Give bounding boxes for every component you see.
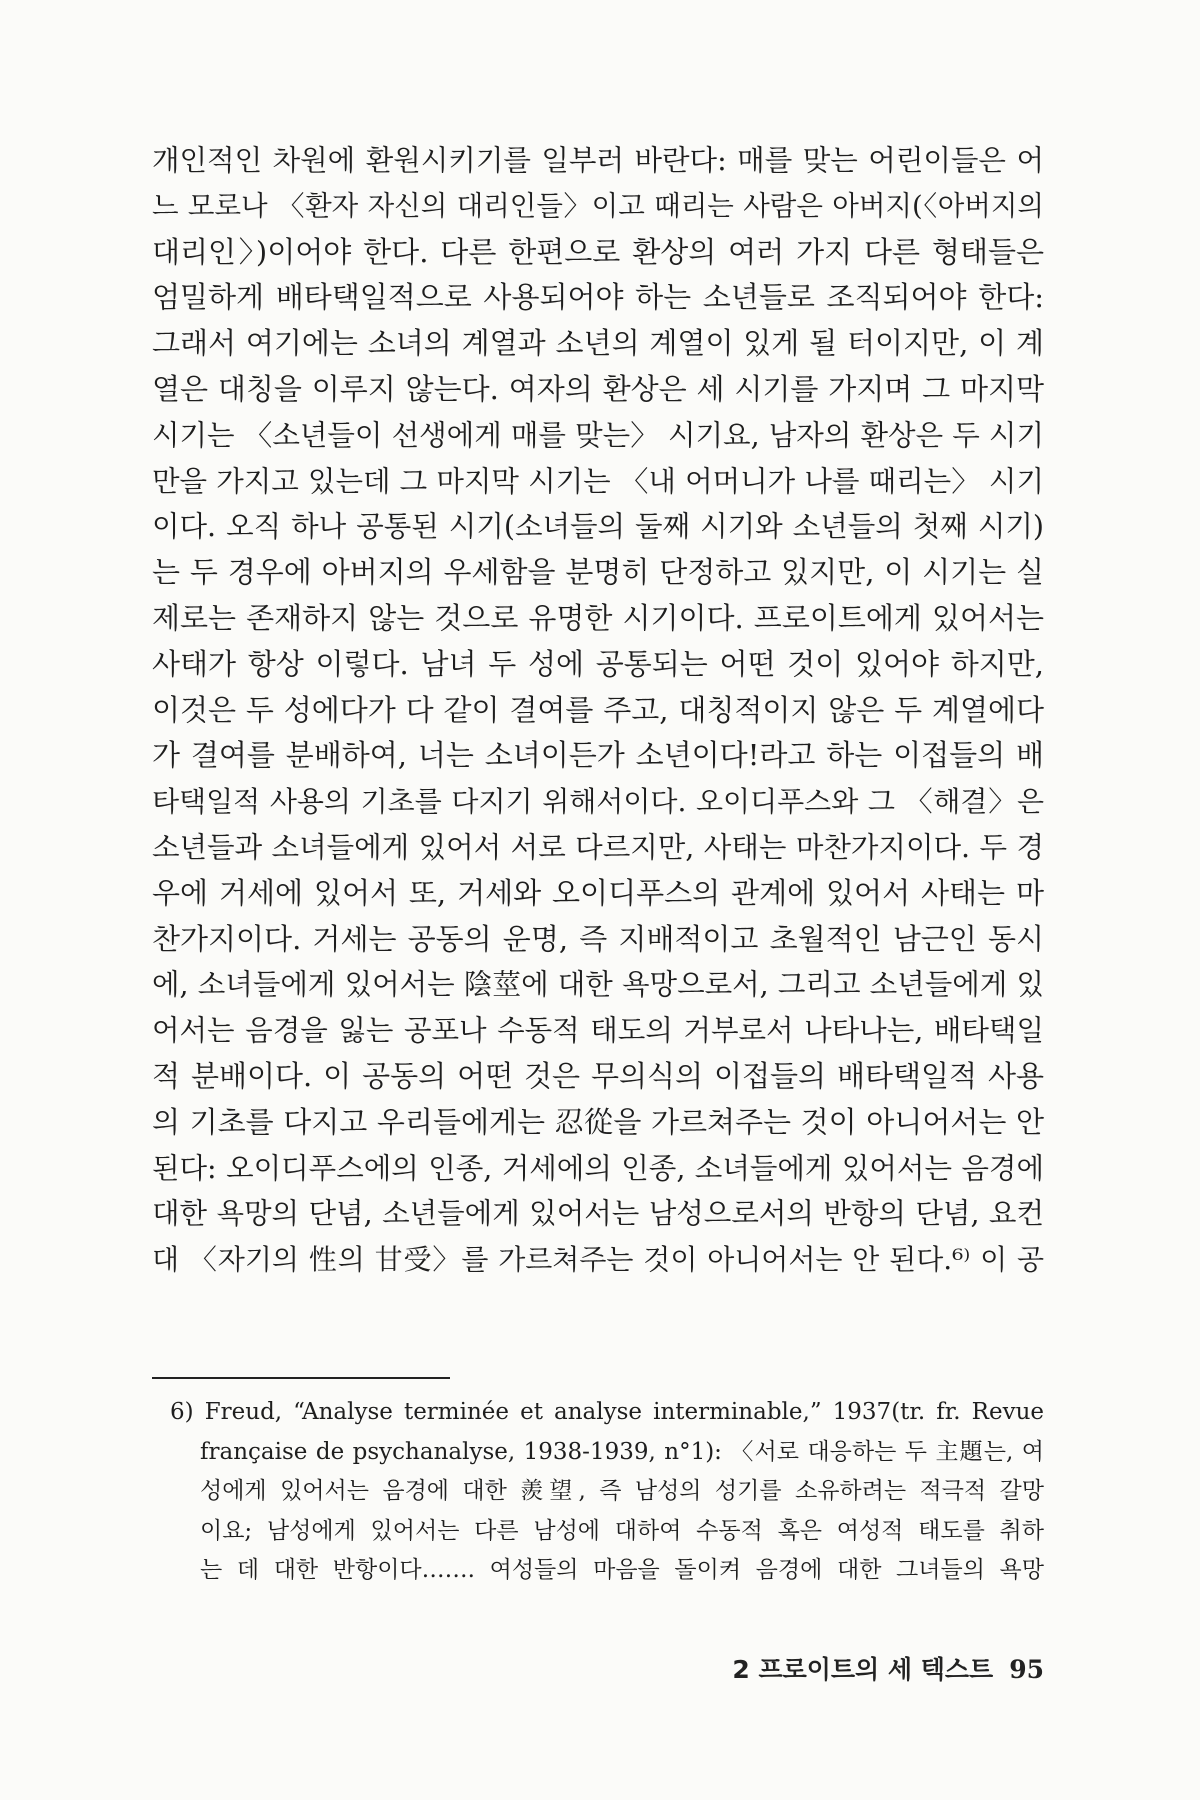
- body-line: 그래서 여기에는 소녀의 계열과 소년의 계열이 있게 될 터이지만, 이 계: [152, 326, 1044, 361]
- body-line: 엄밀하게 배타택일적으로 사용되어야 하는 소년들로 조직되어야 한다:: [152, 280, 1044, 315]
- body-line: 시기는 〈소년들이 선생에게 매를 맞는〉 시기요, 남자의 환상은 두 시기: [152, 418, 1044, 452]
- body-line: 이다. 오직 하나 공통된 시기(소녀들의 둘째 시기와 소년들의 첫째 시기): [152, 510, 1044, 544]
- body-line: 타택일적 사용의 기초를 다지기 위해서이다. 오이디푸스와 그 〈해결〉은: [152, 785, 1044, 819]
- body-line: 개인적인 차원에 환원시키기를 일부러 바란다: 매를 맞는 어린이들은 어: [152, 144, 1044, 177]
- body-line: 열은 대칭을 이루지 않는다. 여자의 환상은 세 시기를 가지며 그 마지막: [152, 371, 1044, 406]
- body-line: 소년들과 소녀들에게 있어서 서로 다르지만, 사태는 마찬가지이다. 두 경: [152, 830, 1044, 864]
- running-footer: [732, 1650, 1044, 1686]
- body-line: 사태가 항상 이렇다. 남녀 두 성에 공통되는 어떤 것이 있어야 하지만,: [152, 646, 1044, 681]
- body-line: 우에 거세에 있어서 또, 거세와 오이디푸스의 관계에 있어서 사태는 마: [152, 875, 1044, 910]
- footnote-line: 이요; 남성에게 있어서는 다른 남성에 대하여 수동적 혹은 여성적 태도를 취하: [200, 1517, 1044, 1544]
- body-line: 찬가지이다. 거세는 공동의 운명, 즉 지배적이고 초월적인 남근인 동시: [152, 921, 1044, 956]
- body-line: 만을 가지고 있는데 그 마지막 시기는 〈내 어머니가 나를 때리는〉 시기: [152, 464, 1044, 498]
- footnote-divider: [152, 1377, 450, 1379]
- body-line: 는 두 경우에 아버지의 우세함을 분명히 단정하고 있지만, 이 시기는 실: [152, 555, 1044, 590]
- body-line: 대한 욕망의 단념, 소년들에게 있어서는 남성으로서의 반항의 단념, 요컨: [152, 1197, 1044, 1231]
- footnote-line: 6) Freud, “Analyse terminée et analyse interminable,” 1937(tr. fr. Revue: [170, 1399, 1044, 1425]
- body-line: 대 〈자기의 性의 甘受〉를 가르쳐주는 것이 아니어서는 안 된다.⁶⁾ 이 공: [152, 1243, 1044, 1277]
- body-line: 적 분배이다. 이 공동의 어떤 것은 무의식의 이접들의 배타택일적 사용: [152, 1058, 1044, 1093]
- footnote-line: 는 데 대한 반항이다……. 여성들의 마음을 돌이켜 음경에 대한 그녀들의 욕망: [200, 1557, 1044, 1583]
- footnote-line: 성에게 있어서는 음경에 대한 羨望, 즉 남성의 성기를 소유하려는 적극적 갈망: [200, 1478, 1044, 1504]
- body-line: 된다: 오이디푸스에의 인종, 거세에의 인종, 소녀들에게 있어서는 음경에: [152, 1151, 1044, 1185]
- running-title: 2 프로이트의 세 텍스트: [732, 1655, 994, 1684]
- body-line: 의 기초를 다지고 우리들에게는 忍從을 가르쳐주는 것이 아니어서는 안: [152, 1104, 1044, 1139]
- body-line: 제로는 존재하지 않는 것으로 유명한 시기이다. 프로이트에게 있어서는: [152, 600, 1044, 635]
- body-line: 가 결여를 분배하여, 너는 소녀이든가 소년이다!라고 하는 이접들의 배: [152, 738, 1044, 773]
- body-line: 이것은 두 성에다가 다 같이 결여를 주고, 대칭적이지 않은 두 계열에다: [152, 692, 1044, 727]
- footnote-line: française de psychanalyse, 1938-1939, n°1): 〈서로 대응하는 두 主題는, 여: [200, 1438, 1044, 1465]
- page-number: 95: [1009, 1655, 1044, 1684]
- body-line: 대리인〉)이어야 한다. 다른 한편으로 환상의 여러 가지 다른 형태들은: [152, 234, 1044, 269]
- body-line: 느 모로나 〈환자 자신의 대리인들〉이고 때리는 사람은 아버지(〈아버지의: [152, 189, 1044, 222]
- body-text: [152, 138, 1044, 1283]
- body-line: 어서는 음경을 잃는 공포나 수동적 태도의 거부로서 나타나는, 배타택일: [152, 1014, 1044, 1048]
- footnote: [152, 1393, 1044, 1591]
- body-line: 에, 소녀들에게 있어서는 陰莖에 대한 욕망으로서, 그리고 소년들에게 있: [152, 968, 1044, 1002]
